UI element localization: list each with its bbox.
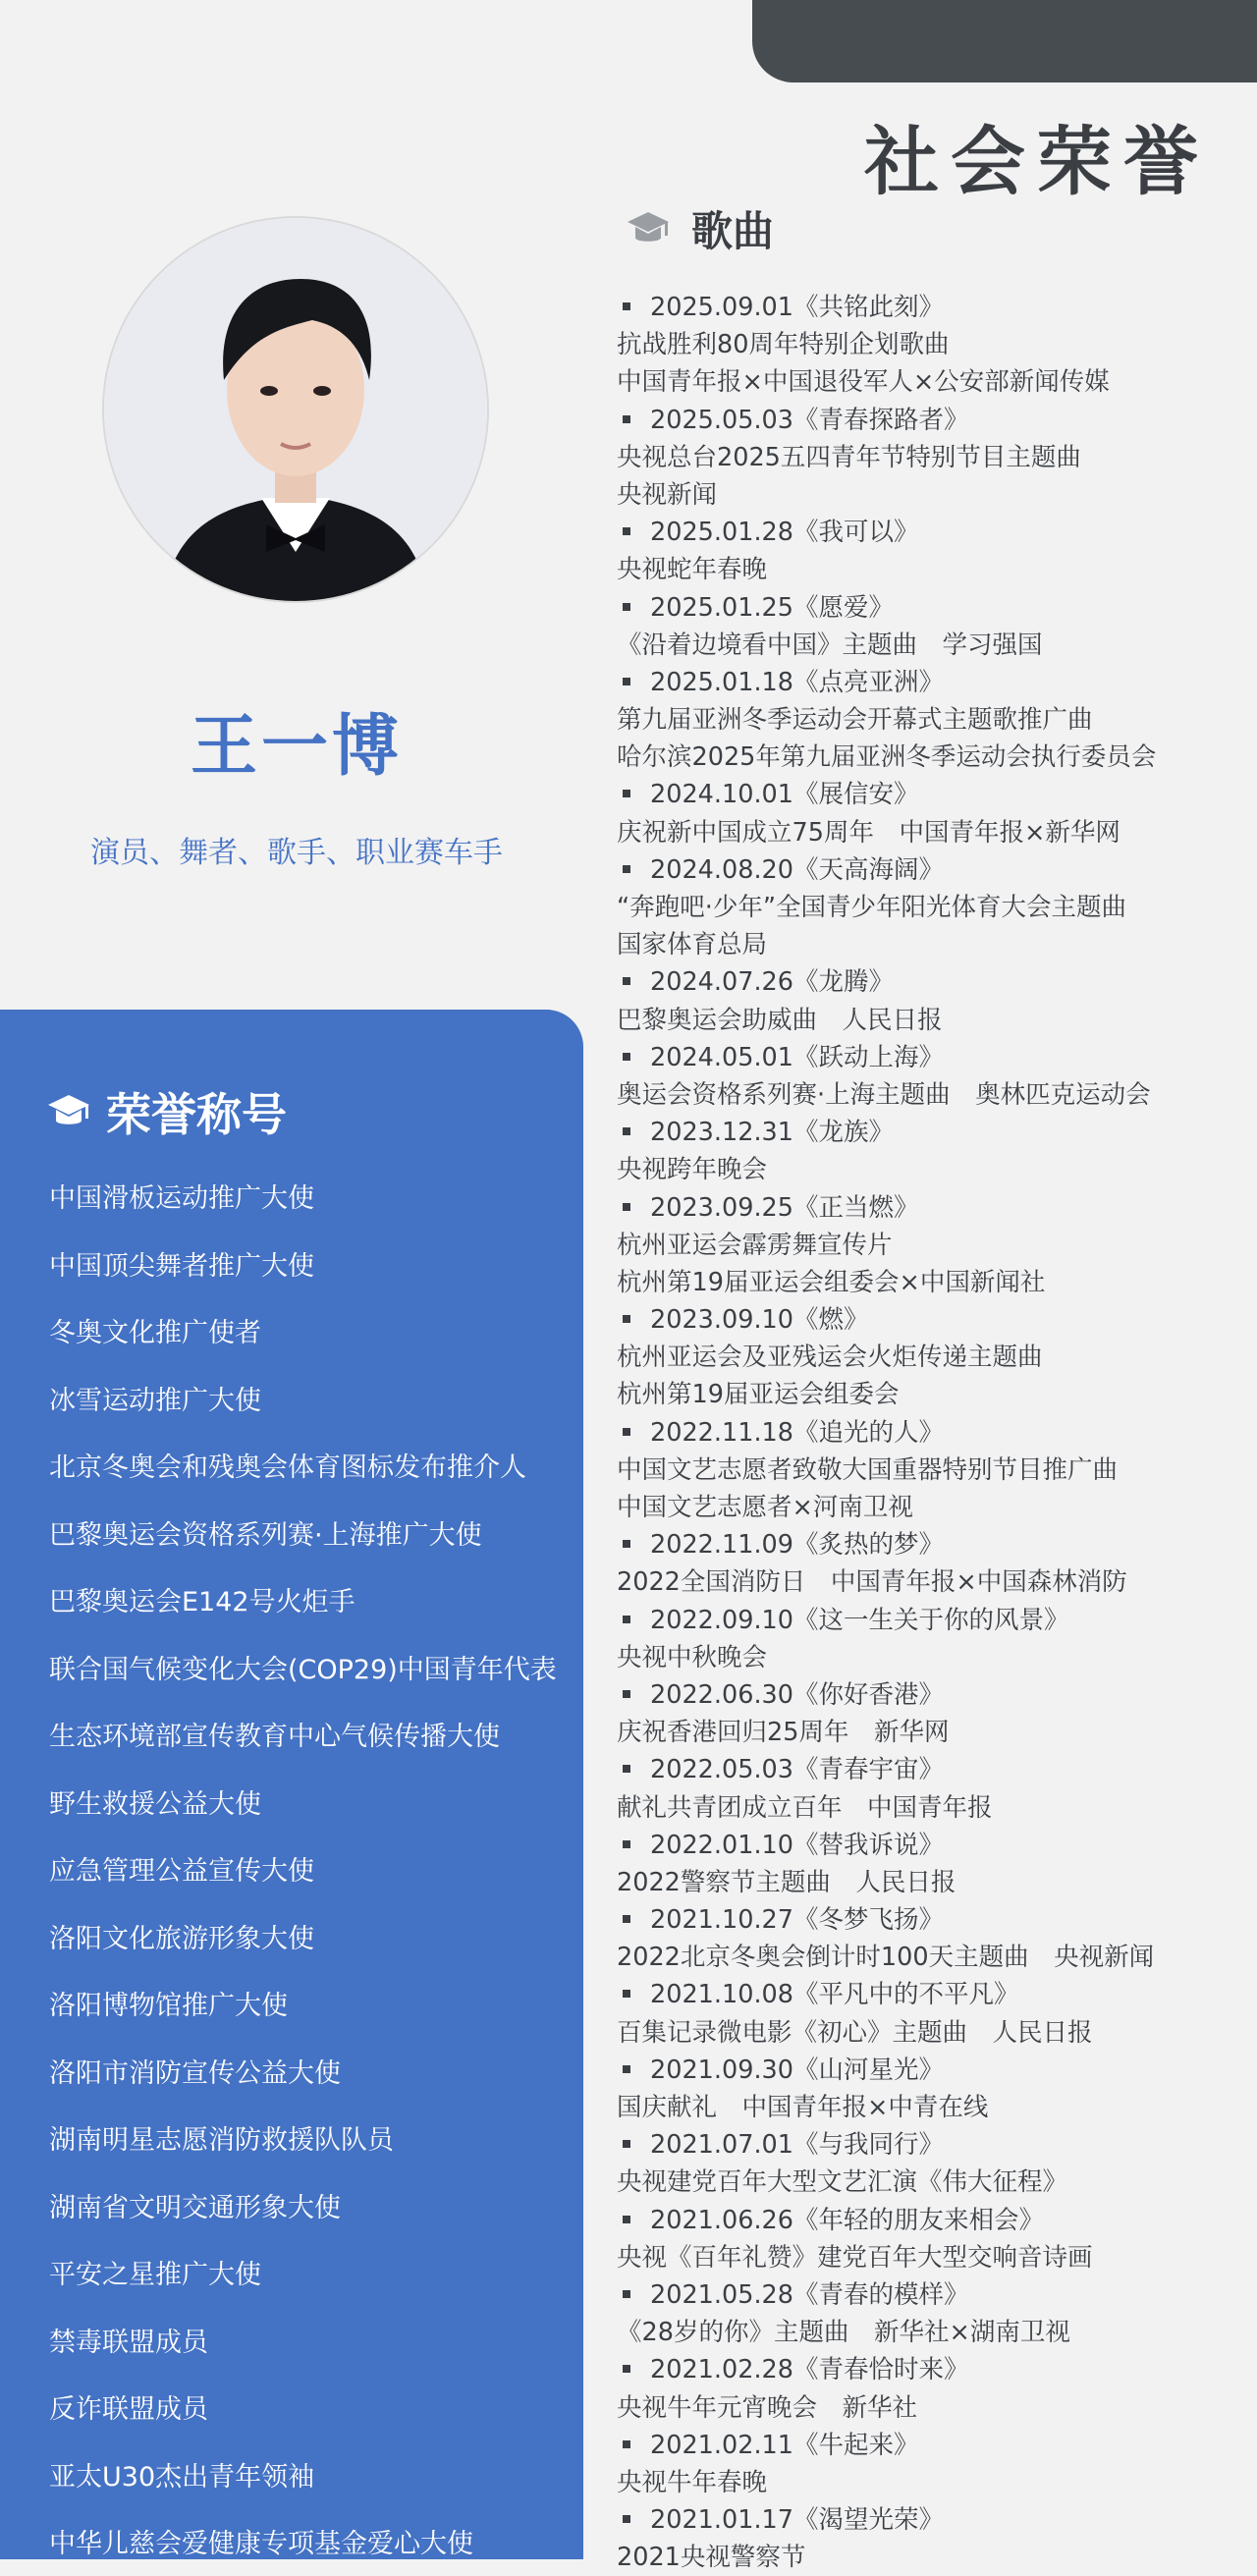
song-title-text: 2024.10.01《展信安》 — [650, 780, 919, 810]
song-note-line: 2021央视警察节 — [617, 2543, 806, 2573]
song-title-line — [617, 402, 1245, 439]
song-note-line: 杭州亚运会霹雳舞宣传片 — [617, 1230, 893, 1260]
honor-item: 北京冬奥会和残奥会体育图标发布推介人 — [49, 1452, 526, 1483]
song-note-line: 第九届亚洲冬季运动会开幕式主题歌推广曲 — [617, 705, 1093, 736]
song-note-line: 中国文艺志愿者×河南卫视 — [617, 1493, 913, 1522]
bullet-icon — [623, 2440, 630, 2448]
song-title-line — [617, 2126, 1245, 2164]
bullet-icon — [623, 1428, 630, 1436]
song-title-line — [617, 514, 1245, 551]
bullet-icon — [623, 1915, 630, 1923]
song-title-line — [617, 2052, 1245, 2089]
bullet-icon — [623, 678, 630, 685]
bullet-icon — [623, 603, 630, 611]
song-note-line: 杭州亚运会及亚残运会火炬传递主题曲 — [617, 1343, 1043, 1373]
bullet-icon — [623, 790, 630, 797]
song-note-line: 央视总台2025五四青年节特别节目主题曲 — [617, 442, 1081, 472]
song-title-line — [617, 664, 1245, 701]
song-title-text: 2023.09.25《正当燃》 — [650, 1192, 919, 1223]
honor-item: 洛阳博物馆推广大使 — [49, 1991, 288, 2021]
bullet-icon — [623, 1127, 630, 1135]
bullet-icon — [623, 2065, 630, 2073]
bullet-icon — [623, 415, 630, 423]
song-title-line — [617, 1039, 1245, 1076]
song-note-line: 献礼共青团成立百年 中国青年报 — [617, 1792, 993, 1823]
song-note-line: 抗战胜利80周年特别企划歌曲 — [617, 330, 950, 360]
song-title-text: 2022.09.10《这一生关于你的风景》 — [650, 1605, 1069, 1635]
honor-item: 亚太U30杰出青年领袖 — [49, 2461, 315, 2493]
song-note-line: 中国文艺志愿者致敬大国重器特别节目推广曲 — [617, 1454, 1119, 1485]
song-title-line — [617, 2427, 1245, 2464]
song-title-text: 2021.02.11《牛起来》 — [650, 2430, 919, 2460]
song-note-line: 杭州第19届亚运会组委会 — [617, 1380, 900, 1410]
song-title-line — [617, 1602, 1245, 1639]
bullet-icon — [623, 1053, 630, 1061]
song-title-text: 2025.05.03《青春探路者》 — [650, 405, 969, 435]
song-title-line — [617, 2276, 1245, 2314]
song-title-line — [617, 963, 1245, 1001]
honors-title: 荣誉称号 — [106, 1088, 287, 1141]
song-title-text: 2023.12.31《龙族》 — [650, 1118, 895, 1148]
song-note-line: 哈尔滨2025年第九届亚洲冬季运动会执行委员会 — [617, 742, 1157, 773]
song-title-text: 2021.10.08《平凡中的不平凡》 — [650, 1980, 1019, 2010]
graduation-cap-icon — [47, 1093, 90, 1130]
song-title-line — [617, 1976, 1245, 2013]
song-note-line: 国家体育总局 — [617, 930, 768, 960]
bullet-icon — [623, 1840, 630, 1848]
bullet-icon — [623, 1315, 630, 1323]
song-note-line: 中国青年报×中国退役军人×公安部新闻传媒 — [617, 367, 1110, 398]
song-note-line: 《沿着边境看中国》主题曲 学习强国 — [617, 630, 1043, 660]
bullet-icon — [623, 1616, 630, 1623]
honor-item: 禁毒联盟成员 — [49, 2327, 208, 2358]
bullet-icon — [623, 1765, 630, 1773]
portrait-photo-icon — [104, 218, 487, 601]
song-title-text: 2023.09.10《燃》 — [650, 1305, 869, 1336]
bullet-icon — [623, 2515, 630, 2523]
honor-item: 生态环境部宣传教育中心气候传播大使 — [49, 1722, 500, 1752]
bullet-icon — [623, 1690, 630, 1698]
profile-roles: 演员、舞者、歌手、职业赛车手 — [90, 836, 503, 870]
song-note-line: 2022北京冬奥会倒计时100天主题曲 央视新闻 — [617, 1943, 1155, 1973]
song-note-line: 庆祝新中国成立75周年 中国青年报×新华网 — [617, 817, 1120, 848]
song-title-line — [617, 1751, 1245, 1788]
song-title-text: 2024.08.20《天高海阔》 — [650, 854, 945, 885]
honor-item: 中华儿慈会爱健康专项基金爱心大使 — [49, 2529, 473, 2559]
song-title-line — [617, 1114, 1245, 1151]
songs-heading — [627, 196, 774, 261]
page-title: 社会荣誉 — [864, 118, 1210, 205]
song-title-line — [617, 776, 1245, 813]
honor-item: 平安之星推广大使 — [49, 2260, 261, 2290]
honor-item: 中国顶尖舞者推广大使 — [49, 1250, 314, 1282]
song-title-text: 2025.01.28《我可以》 — [650, 518, 919, 548]
song-note-line: 《28岁的你》主题曲 新华社×湖南卫视 — [617, 2318, 1070, 2348]
song-title-line — [617, 851, 1245, 889]
song-note-line: 央视《百年礼赞》建党百年大型交响音诗画 — [617, 2242, 1093, 2273]
song-title-text: 2022.05.03《青春宇宙》 — [650, 1755, 945, 1785]
song-title-line — [617, 1901, 1245, 1939]
honor-item: 巴黎奥运会E142号火炬手 — [49, 1587, 355, 1617]
honor-item: 应急管理公益宣传大使 — [49, 1856, 314, 1887]
song-title-line — [617, 1414, 1245, 1452]
honor-item: 冬奥文化推广使者 — [49, 1318, 261, 1348]
bullet-icon — [623, 2216, 630, 2223]
song-title-text: 2021.05.28《青春的模样》 — [650, 2279, 969, 2310]
songs-title: 歌曲 — [691, 207, 775, 255]
song-title-text: 2021.07.01《与我同行》 — [650, 2130, 945, 2161]
song-note-line: 奥运会资格系列赛·上海主题曲 奥林匹克运动会 — [617, 1079, 1151, 1110]
song-title-text: 2022.06.30《你好香港》 — [650, 1679, 945, 1710]
song-title-text: 2021.09.30《山河星光》 — [650, 2055, 945, 2085]
song-title-text: 2024.07.26《龙腾》 — [650, 967, 895, 998]
song-note-line: 央视中秋晚会 — [617, 1642, 768, 1672]
bullet-icon — [623, 2365, 630, 2373]
song-title-line — [617, 2351, 1245, 2388]
honor-item: 洛阳市消防宣传公益大使 — [49, 2057, 341, 2089]
song-title-text: 2025.09.01《共铭此刻》 — [650, 293, 945, 322]
bullet-icon — [623, 2290, 630, 2298]
bullet-icon — [623, 1540, 630, 1548]
honor-item: 野生救援公益大使 — [49, 1788, 261, 1820]
song-note-line: 杭州第19届亚运会组委会×中国新闻社 — [617, 1267, 1046, 1297]
song-title-line — [617, 1526, 1245, 1563]
honors-panel — [0, 1010, 583, 2559]
honor-item: 湖南明星志愿消防救援队队员 — [49, 2125, 394, 2156]
graduation-cap-icon — [627, 210, 670, 247]
song-title-line — [617, 2202, 1245, 2239]
honor-item: 联合国气候变化大会(COP29)中国青年代表 — [49, 1654, 557, 1685]
song-title-text: 2021.02.28《青春恰时来》 — [650, 2355, 969, 2385]
song-title-line — [617, 1301, 1245, 1339]
song-title-line — [617, 1827, 1245, 1864]
song-note-line: 央视新闻 — [617, 479, 718, 510]
song-note-line: 百集记录微电影《初心》主题曲 人民日报 — [617, 2017, 1093, 2048]
honor-item: 巴黎奥运会资格系列赛·上海推广大使 — [49, 1519, 482, 1551]
song-title-text: 2021.01.17《渴望光荣》 — [650, 2505, 945, 2536]
song-note-line: 央视牛年元宵晚会 新华社 — [617, 2392, 918, 2423]
songs-list — [617, 289, 1245, 2576]
song-title-line — [617, 1189, 1245, 1227]
song-note-line: 央视跨年晚会 — [617, 1155, 768, 1185]
bullet-icon — [623, 2140, 630, 2148]
bullet-icon — [623, 1203, 630, 1211]
bullet-icon — [623, 977, 630, 985]
song-title-text: 2022.01.10《替我诉说》 — [650, 1830, 945, 1860]
song-title-line — [617, 1676, 1245, 1714]
song-note-line: 国庆献礼 中国青年报×中青在线 — [617, 2093, 989, 2122]
song-title-text: 2022.11.09《炙热的梦》 — [650, 1530, 945, 1561]
song-note-line: 央视牛年春晚 — [617, 2467, 768, 2497]
song-title-text: 2025.01.18《点亮亚洲》 — [650, 667, 945, 697]
song-note-line: 2022警察节主题曲 人民日报 — [617, 1867, 956, 1897]
honor-item: 洛阳文化旅游形象大使 — [49, 1923, 314, 1954]
honors-heading — [47, 1080, 287, 1143]
honor-item: 冰雪运动推广大使 — [49, 1385, 261, 1416]
profile-name: 王一博 — [190, 708, 403, 786]
song-title-text: 2024.05.01《跃动上海》 — [650, 1042, 945, 1072]
top-decorative-tab — [752, 0, 1257, 82]
honor-item: 反诈联盟成员 — [49, 2394, 208, 2425]
song-title-text: 2021.06.26《年轻的朋友来相会》 — [650, 2205, 1045, 2235]
bullet-icon — [623, 302, 630, 310]
song-note-line: 央视蛇年春晚 — [617, 555, 768, 585]
bullet-icon — [623, 1990, 630, 1998]
avatar — [104, 218, 487, 601]
song-title-text: 2021.10.27《冬梦飞扬》 — [650, 1905, 945, 1936]
song-title-line — [617, 589, 1245, 627]
song-note-line: 2022全国消防日 中国青年报×中国森林消防 — [617, 1567, 1127, 1598]
song-title-line — [617, 289, 1245, 326]
bullet-icon — [623, 865, 630, 873]
song-title-line — [617, 2501, 1245, 2539]
song-note-line: 央视建党百年大型文艺汇演《伟大征程》 — [617, 2167, 1068, 2198]
song-note-line: 庆祝香港回归25周年 新华网 — [617, 1718, 950, 1748]
honor-item: 湖南省文明交通形象大使 — [49, 2192, 341, 2223]
honors-list — [49, 1178, 557, 2559]
song-note-line: “奔跑吧·少年”全国青少年阳光体育大会主题曲 — [617, 893, 1127, 922]
bullet-icon — [623, 527, 630, 535]
song-note-line: 巴黎奥运会助威曲 人民日报 — [617, 1005, 943, 1035]
song-title-text: 2022.11.18《追光的人》 — [650, 1417, 945, 1448]
song-title-text: 2025.01.25《愿爱》 — [650, 592, 895, 623]
honor-item: 中国滑板运动推广大使 — [49, 1183, 314, 1214]
